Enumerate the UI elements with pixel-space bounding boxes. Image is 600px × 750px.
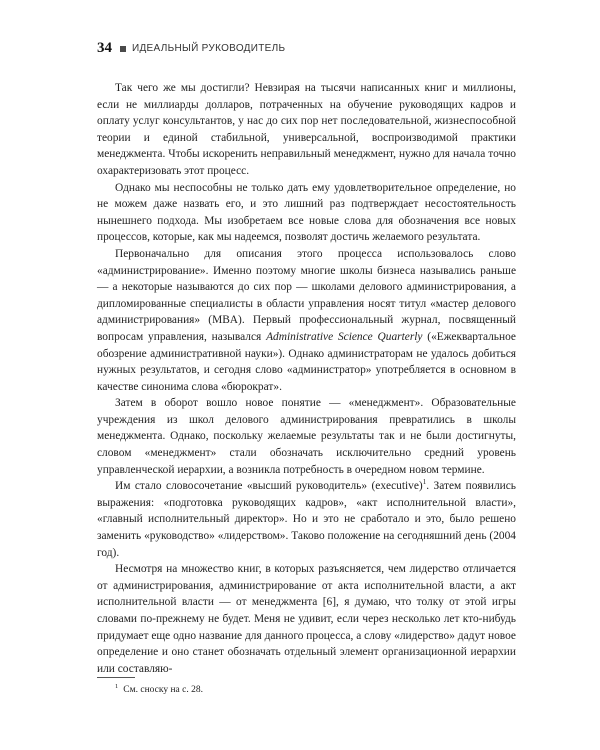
footnote — [115, 684, 203, 696]
paragraph-1: Так чего же мы достигли? Невзирая на тысячи написанных книг и миллионы, если не миллиарды долларов, потраченных на обучение руководящих кадров и оплату услуг консультантов, у нас до сих пор нет последовательной, жизнеспособной теории и единой стабильной, универсальной, воспроизводимой практики менеджмента. Чтобы искоренить неправильный менеджмент, нужно для начала точно охарактеризовать этот процесс. — [97, 82, 516, 177]
header-square-ornament — [120, 46, 126, 52]
page-number: 34 — [97, 40, 112, 56]
running-title: ИДЕАЛЬНЫЙ РУКОВОДИТЕЛЬ — [132, 43, 286, 54]
paragraph-5: Им стало словосочетание «высший руководитель» (executive)$^1$. Затем появились выражения: «подготовка руководящих кадров», «акт исполнительной власти», «главный исполнительный директор». Но и это не сработало и это, было решено заменить «руководство» «лидерством». Таково положение на сегодняшний день (2004 год). — [97, 478, 516, 559]
journal-title: Administrative Science Quarterly — [266, 330, 423, 343]
paragraph-2: Однако мы неспособны не только дать ему удовлетворительное определение, но не можем даже назвать его, и это лишний раз подтверждает несостоятельность нынешнего подхода. Мы изобретаем все новые слова для обозначения все новых процессов, которые, как мы надеемся, позволят достичь желаемого результата. — [97, 181, 516, 244]
running-header — [97, 40, 285, 57]
paragraph-4: Затем в оборот вошло новое понятие — «менеджмент». Образовательные учреждения из школ делового администрирования превратились в школы менеджмента. Однако, поскольку желаемые результаты так и не были достигнуты, словом «менеджмент» стали обозначать исключительно средний уровень управленческой иерархии, а возникла потребность в очередном новом термине. — [97, 397, 516, 476]
paragraph-3: Первоначально для описания этого процесса использовалось слово «администрирование». Именно поэтому многие школы бизнеса назывались раньше — а некоторые называются до сих пор — школами делового администрирования, а дипломированные специалисты в области управления носят титул «мастер делового администрирования» (MBA). Первый профессиональный журнал, посвященный вопросам управления, назывался Administrative Science Quarterly («Ежеквартальное обозрение административной науки»). Однако администраторам не удалось добиться нужных результатов, и сегодня слово «администратор» употребляется в основном в качестве синонима слова «бюрократ». — [97, 247, 516, 393]
footnote-text: См. сноску на с. 28. — [123, 685, 203, 695]
body-text — [97, 80, 516, 677]
footnote-divider — [97, 677, 135, 678]
footnote-reference: 1 — [422, 478, 427, 487]
footnote-marker: 1 — [115, 682, 119, 690]
paragraph-6: Несмотря на множество книг, в которых разъясняется, чем лидерство отличается от администрирования, администрирование от акта исполнительной власти, а акт исполнительной власти — от менеджмента [6], я думаю, что толку от этой игры словами по-прежнему не будет. Меня не удивит, если через несколько лет кто-нибудь придумает еще одно название для данного процесса, а слову «лидерство» дадут новое определение и оно станет обозначать отдельный элемент организационной иерархии или составляю- — [97, 563, 516, 675]
